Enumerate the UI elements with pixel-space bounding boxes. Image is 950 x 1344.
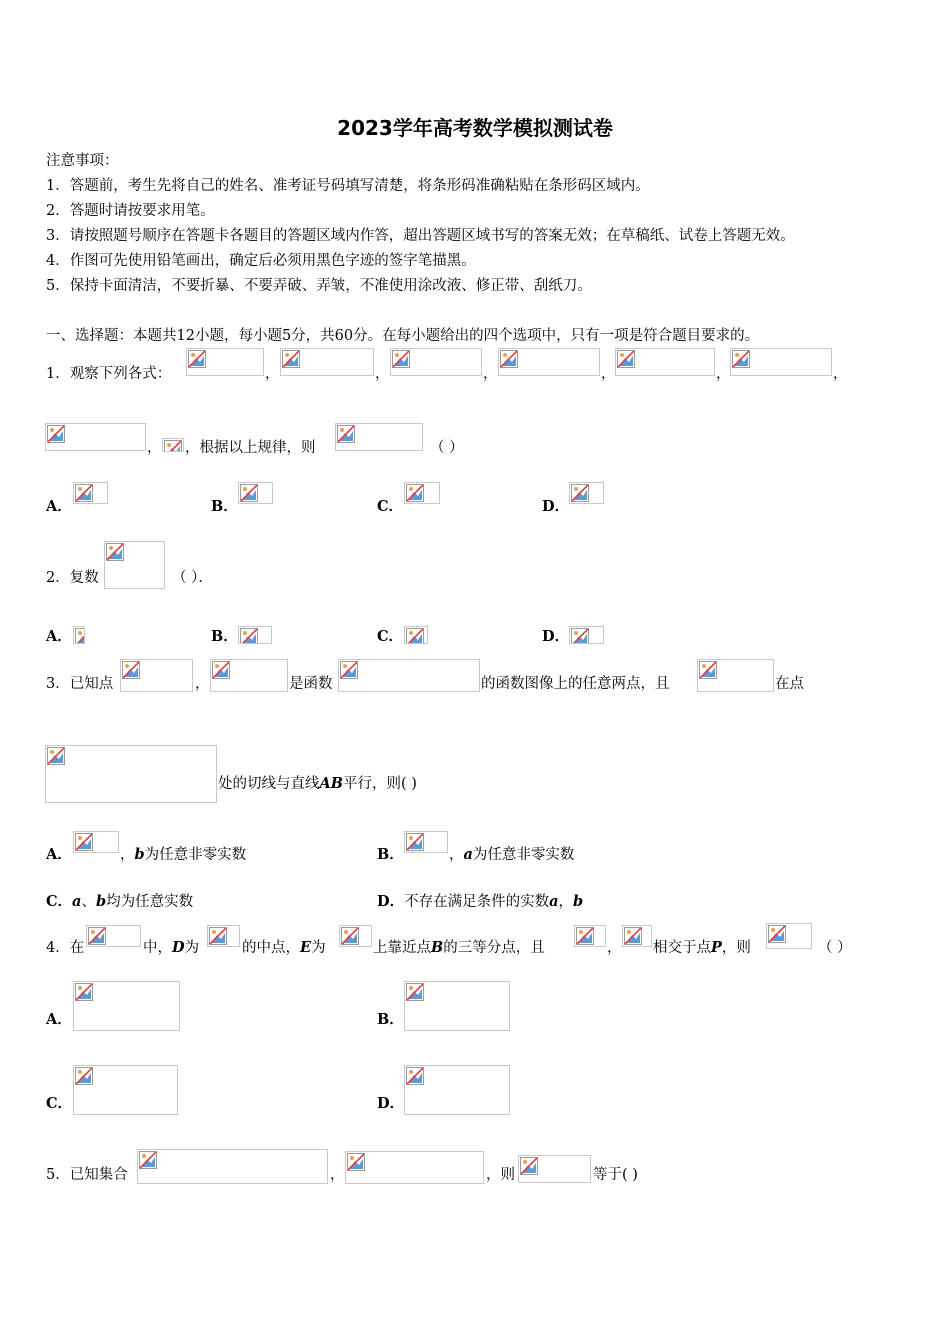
formula-image (210, 659, 288, 692)
broken-image-icon (341, 927, 359, 945)
option-b-text: ，a为任意非零实数 (449, 846, 575, 863)
var-d: D (172, 939, 185, 956)
text: 相交于点 (653, 940, 711, 956)
broken-image-icon (188, 350, 206, 368)
formula-image (86, 925, 141, 947)
formula-image (73, 1065, 178, 1115)
q4-text-2 (242, 938, 326, 958)
formula-image (569, 482, 604, 504)
option-d-text (377, 892, 583, 912)
broken-image-icon (392, 350, 410, 368)
formula-image (390, 348, 482, 376)
q1-intro: 1．观察下列各式： (46, 366, 172, 382)
comma: ， (265, 366, 280, 382)
var-b: b (95, 893, 107, 910)
q3-tangent-post: 平行，则( ) (343, 776, 417, 792)
broken-image-icon (576, 927, 594, 945)
q3-intro: 3．已知点 (46, 676, 114, 692)
comma: ， (833, 366, 848, 382)
comma: ， (483, 366, 498, 382)
formula-image (137, 1149, 328, 1184)
notice-item: 4．作图可先使用铅笔画出，确定后必须用黑色字迹的签字笔描黑。 (46, 253, 476, 269)
formula-image (335, 423, 423, 451)
formula-image (518, 1155, 591, 1183)
formula-image (697, 659, 774, 692)
var-a: a (463, 846, 473, 863)
broken-image-icon (75, 833, 93, 851)
formula-image (339, 925, 372, 947)
broken-image-icon (75, 1067, 93, 1085)
formula-image (615, 348, 715, 376)
option-d-label: D． (377, 1095, 405, 1112)
text: ，则 (721, 940, 751, 956)
broken-image-icon (406, 1067, 424, 1085)
option-a-text: ，b为任意非零实数 (120, 846, 247, 863)
formula-image (186, 348, 264, 376)
broken-image-icon (47, 425, 65, 443)
var-a: a (549, 893, 559, 910)
section-heading: 一、选择题：本题共12小题，每小题5分，共60分。在每小题给出的四个选项中，只有一项是符合题目要求的。 (46, 328, 760, 344)
text: 的三等分点，且 (443, 940, 545, 956)
broken-image-icon (406, 983, 424, 1001)
separator: ， (558, 894, 573, 910)
broken-image-icon (122, 661, 140, 679)
q5-intro: 5．已知集合 (46, 1167, 128, 1183)
comma: ， (147, 440, 162, 456)
option-text: 均为任意实数 (106, 894, 194, 910)
option-d-label: D． (377, 893, 405, 910)
broken-image-icon (75, 983, 93, 1001)
option-c-label: C． (377, 498, 404, 515)
formula-image (104, 541, 165, 589)
option-c-label: C． (46, 893, 73, 910)
option-b-label: B． (211, 628, 238, 645)
q3-at-point: 在点 (775, 676, 804, 692)
notice-item: 5．保持卡面清洁，不要折暴、不要弄破、弄皱，不准使用涂改液、修正带、刮纸刀。 (46, 278, 592, 294)
option-b-label: B． (211, 498, 238, 515)
text: 的中点， (242, 940, 300, 956)
formula-image (404, 482, 440, 504)
formula-image (45, 423, 146, 451)
page-title: 2023学年高考数学模拟测试卷 (337, 116, 613, 140)
broken-image-icon (209, 927, 227, 945)
formula-image (162, 438, 184, 452)
option-c-label: C． (377, 628, 404, 645)
broken-image-icon (406, 484, 424, 502)
answer-paren: （ ） (818, 940, 852, 956)
broken-image-icon (520, 1157, 538, 1175)
q3-graph-text: 的函数图像上的任意两点，且 (481, 676, 670, 692)
option-a-label: A． (46, 498, 72, 515)
broken-image-icon (617, 350, 635, 368)
formula-image (766, 923, 812, 949)
comma: ， (195, 676, 210, 692)
formula-image (45, 745, 217, 803)
broken-image-icon (699, 661, 717, 679)
comma: ， (716, 366, 731, 382)
formula-image (498, 348, 600, 376)
notice-heading: 注意事项： (46, 153, 119, 169)
option-b-label: B． (377, 1011, 404, 1028)
comma: ， (601, 366, 616, 382)
q2-intro: 2．复数 (46, 570, 99, 586)
var-b: b (134, 846, 145, 863)
broken-image-icon (106, 543, 124, 561)
option-d-label: D． (542, 498, 570, 515)
var-b: B (431, 939, 444, 956)
formula-image (73, 482, 108, 504)
broken-image-icon (337, 425, 355, 443)
q3-tangent-pre: 处的切线与直线 (218, 776, 320, 792)
formula-image (73, 831, 119, 853)
q4-text-4 (653, 938, 751, 958)
q1-rule-text: ，根据以上规律，则 (185, 440, 316, 456)
text: 中， (143, 940, 172, 956)
broken-image-icon (406, 833, 424, 851)
option-c-label: C． (46, 1095, 73, 1112)
notice-item: 3．请按照题号顺序在答题卡各题目的答题区域内作答，超出答题区域书写的答案无效；在草稿纸、试卷上答题无效。 (46, 228, 795, 244)
formula-image (404, 626, 428, 644)
notice-item: 2．答题时请按要求用笔。 (46, 203, 215, 219)
broken-image-icon (75, 628, 85, 644)
broken-image-icon (571, 628, 589, 644)
var-p: P (711, 939, 722, 956)
formula-image (73, 626, 85, 644)
formula-image (345, 1151, 484, 1184)
q4-intro: 4．在 (46, 940, 85, 956)
q2-tail: （ ）． (172, 570, 213, 586)
broken-image-icon (164, 440, 182, 452)
var-b: b (572, 893, 584, 910)
option-b-label: B． (377, 846, 404, 863)
formula-image (404, 831, 448, 853)
q4-text-1 (143, 938, 199, 958)
formula-image (569, 626, 604, 644)
var-e: E (300, 939, 312, 956)
q3-tangent-text (218, 774, 417, 794)
broken-image-icon (240, 484, 258, 502)
q3-is-function: 是函数 (289, 676, 333, 692)
comma: ， (375, 366, 390, 382)
option-d-label: D． (542, 628, 570, 645)
option-text: 为任意非零实数 (472, 847, 575, 863)
broken-image-icon (88, 927, 106, 945)
broken-image-icon (282, 350, 300, 368)
broken-image-icon (240, 628, 258, 644)
broken-image-icon (624, 927, 642, 945)
formula-image (622, 925, 652, 947)
broken-image-icon (768, 925, 786, 943)
formula-image (338, 659, 480, 692)
option-a-label: A． (46, 846, 72, 863)
formula-image (404, 981, 510, 1031)
formula-image (238, 482, 273, 504)
formula-image (238, 626, 272, 644)
broken-image-icon (406, 628, 424, 644)
text: 上靠近点 (373, 940, 431, 956)
broken-image-icon (340, 661, 358, 679)
broken-image-icon (732, 350, 750, 368)
q4-text-3 (373, 938, 545, 958)
q5-then: ，则 (486, 1167, 515, 1183)
option-c-text (46, 892, 193, 912)
option-text: 为任意非零实数 (144, 847, 247, 863)
separator: 、 (81, 894, 96, 910)
formula-image (73, 981, 180, 1031)
text: 为 (184, 940, 200, 956)
broken-image-icon (47, 747, 65, 765)
option-a-label: A． (46, 1011, 72, 1028)
answer-paren: （ ） (430, 440, 464, 456)
var-ab: AB (319, 775, 344, 792)
formula-image (404, 1065, 510, 1115)
comma: ， (330, 1167, 345, 1183)
broken-image-icon (75, 484, 93, 502)
broken-image-icon (571, 484, 589, 502)
formula-image (120, 659, 193, 692)
q5-tail: 等于( ) (593, 1167, 638, 1183)
broken-image-icon (139, 1151, 157, 1169)
option-a-label: A． (46, 628, 72, 645)
broken-image-icon (500, 350, 518, 368)
option-text: 不存在满足条件的实数 (404, 894, 550, 910)
formula-image (574, 925, 606, 947)
var-a: a (72, 893, 82, 910)
notice-item: 1．答题前，考生先将自己的姓名、准考证号码填写清楚，将条形码准确粘贴在条形码区域内。 (46, 178, 650, 194)
formula-image (207, 925, 240, 947)
comma: ， (607, 940, 622, 956)
text: 为 (311, 940, 326, 956)
broken-image-icon (212, 661, 230, 679)
formula-image (280, 348, 374, 376)
broken-image-icon (347, 1153, 365, 1171)
formula-image (730, 348, 832, 376)
